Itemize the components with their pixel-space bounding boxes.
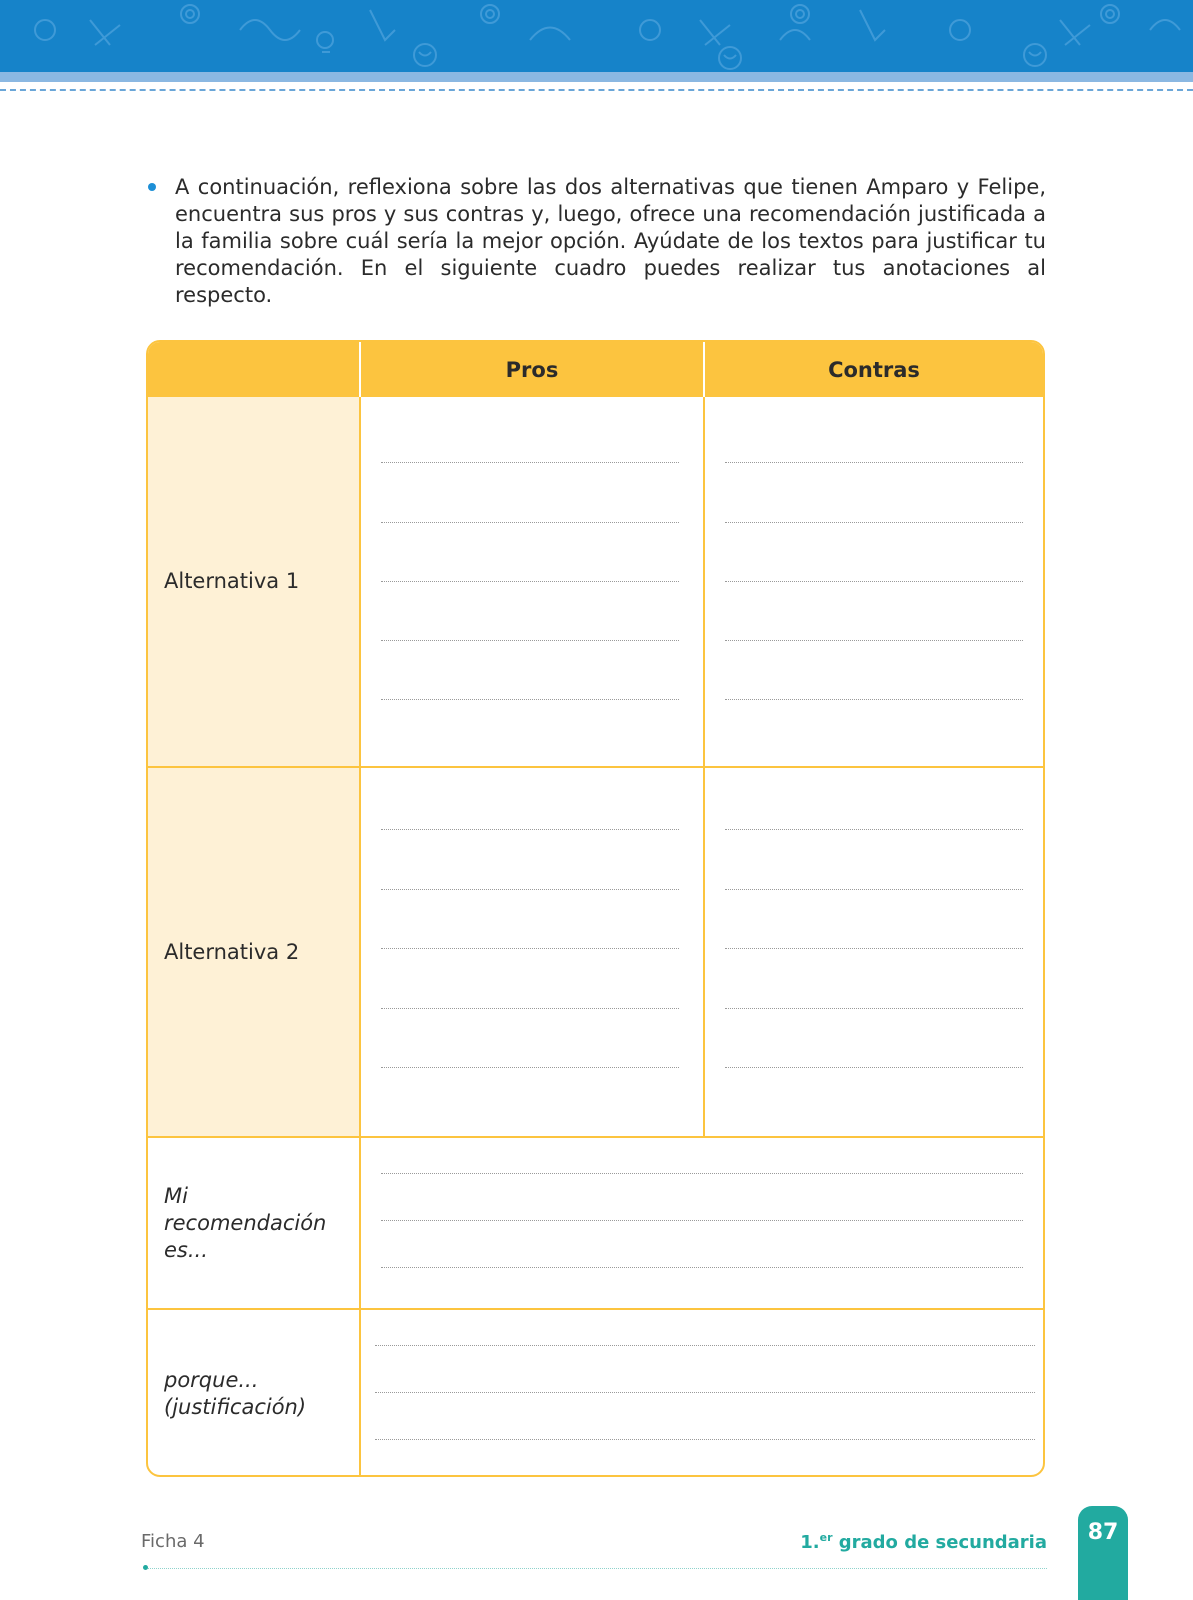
writing-line[interactable]: [725, 699, 1023, 700]
row-label-recomendacion: Mi recomendación es...: [164, 1183, 327, 1262]
footer-grado-suffix: grado de secundaria: [832, 1532, 1047, 1553]
banner-strip: [0, 72, 1193, 82]
banner-doodle-pattern: [0, 0, 1193, 72]
header-pros: Pros: [505, 357, 559, 382]
writing-line[interactable]: [725, 948, 1023, 949]
writing-line[interactable]: [381, 581, 679, 582]
writing-line[interactable]: [725, 581, 1023, 582]
pros-contras-table: [146, 340, 1045, 1477]
writing-line[interactable]: [381, 889, 679, 890]
writing-line[interactable]: [725, 462, 1023, 463]
writing-line[interactable]: [375, 1345, 1035, 1346]
writing-line[interactable]: [725, 1067, 1023, 1068]
row-divider: [148, 1136, 1043, 1138]
writing-line[interactable]: [381, 948, 679, 949]
writing-line[interactable]: [381, 640, 679, 641]
writing-line[interactable]: [375, 1392, 1035, 1393]
footer-dot: [143, 1565, 148, 1570]
instruction-text: A continuación, reflexiona sobre las dos alternativas que tienen Amparo y Felipe, encuentra sus pros y sus contras y, luego, ofrece una recomendación justificada a la familia sobre cuál sería la mejor opción. Ayúdate de los textos para justificar tu recomendación. En el siguiente cuadro puedes realizar tus anotaciones al respecto.: [175, 175, 1046, 307]
page-number-tab: [1078, 1506, 1128, 1600]
footer-divider: [144, 1568, 1047, 1569]
bullet-icon: [148, 183, 156, 191]
writing-line[interactable]: [381, 1220, 1023, 1221]
writing-line[interactable]: [381, 522, 679, 523]
column-divider: [359, 397, 361, 1477]
row-divider: [148, 766, 1043, 768]
footer-grado: [800, 1531, 1047, 1553]
writing-line[interactable]: [725, 522, 1023, 523]
writing-line[interactable]: [381, 699, 679, 700]
footer-ficha: Ficha 4: [141, 1531, 205, 1552]
header-contras: Contras: [828, 357, 920, 382]
row-label-alternativa-1: Alternativa 1: [148, 397, 359, 766]
instruction-block: [148, 174, 1048, 309]
writing-line[interactable]: [375, 1439, 1035, 1440]
banner-dashed-divider: [0, 89, 1193, 91]
row-divider: [148, 1308, 1043, 1310]
writing-line[interactable]: [725, 640, 1023, 641]
writing-line[interactable]: [725, 889, 1023, 890]
footer-grado-sup: er: [819, 1531, 833, 1544]
footer-grado-prefix: 1.: [800, 1532, 820, 1553]
row-label-alternativa-2: Alternativa 2: [148, 768, 359, 1136]
row-label-porque: porque... (justificación): [164, 1367, 307, 1419]
writing-line[interactable]: [381, 1008, 679, 1009]
writing-line[interactable]: [381, 1267, 1023, 1268]
writing-line[interactable]: [725, 1008, 1023, 1009]
writing-line[interactable]: [381, 1173, 1023, 1174]
writing-line[interactable]: [381, 1067, 679, 1068]
writing-line[interactable]: [381, 829, 679, 830]
header-banner: [0, 0, 1193, 72]
page-number: 87: [1087, 1520, 1119, 1545]
writing-line[interactable]: [381, 462, 679, 463]
writing-line[interactable]: [725, 829, 1023, 830]
